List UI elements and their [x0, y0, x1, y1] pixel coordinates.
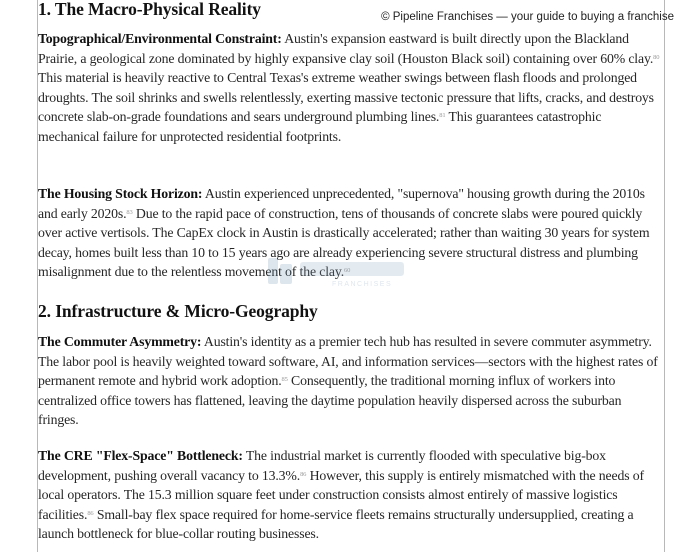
paragraph-text: Consequently, the traditional morning influx of workers into centralized office towers has flattened, leaving the daytime population heavily dispersed across the suburban fringes. [38, 373, 622, 427]
paragraph-lead: The Housing Stock Horizon: [38, 186, 203, 201]
paragraph-text: This material is heavily reactive to Central Texas's extreme weather swings between flash floods and prolonged droughts. The soil shrinks and swells relentlessly, exerting massive tectonic pressure that lifts, cracks, and destroys concrete slab-on-grade foundations and sears underground plumbing lines. [38, 70, 654, 124]
footnote-ref[interactable]: 80 [653, 53, 660, 61]
footnote-ref[interactable]: 86 [300, 470, 307, 478]
paragraph-text: However, this supply is entirely mismatched with the needs of local operators. The 15.3 million square feet under construction consists almost entirely of massive logistics facilities. [38, 467, 644, 522]
page-right-rule [664, 0, 665, 552]
footnote-ref[interactable]: 83 [126, 208, 133, 216]
paragraph-text: Austin's expansion eastward is built directly upon the Blackland Prairie, a geological zone dominated by highly expansive clay soil (Houston Black soil) containing over 60% clay. [38, 31, 654, 66]
paragraph-text: Austin experienced unprecedented, "supernova" housing growth during the 2010s and early 2020s. [38, 186, 645, 221]
paragraph-text: The industrial market is currently flooded with speculative big-box development, pushing overall vacancy to 13.3%. [38, 448, 606, 483]
paragraph-flex-space [38, 446, 664, 544]
footnote-ref[interactable]: 86 [87, 509, 94, 517]
paragraph-lead: The CRE "Flex-Space" Bottleneck: [38, 448, 243, 463]
footnote-ref[interactable]: 85 [281, 376, 288, 383]
paragraph-lead: The Commuter Asymmetry: [38, 334, 202, 349]
paragraph-lead: Topographical/Environmental Constraint: [38, 31, 282, 46]
footnote-ref[interactable]: 60 [344, 267, 351, 274]
paragraph-text: Due to the rapid pace of construction, tens of thousands of concrete slabs were poured quickly over active vertisols. The CapEx clock in Austin is drastically accelerated; rather than waiting 30 years for system decay, homes built less than 10 to 15 years ago are already experiencing severe structural distress and plumbing misalignment due to the relentless movement of the clay. [38, 205, 650, 279]
paragraph-text: This guarantees catastrophic mechanical failure for unprotected residential footprints. [38, 109, 602, 144]
footnote-ref[interactable]: 81 [439, 112, 446, 119]
paragraph-topographical-constraint [38, 29, 664, 146]
watermark-caption: © Pipeline Franchises — your guide to buying a franchise [381, 11, 674, 23]
section-heading: 1. The Macro-Physical Reality [38, 0, 261, 19]
logo-subtext: FRANCHISES [332, 281, 393, 288]
paragraph-housing-stock [38, 184, 664, 282]
paragraph-text: Small-bay flex space required for home-service fleets remains structurally undersupplied, creating a launch bottleneck for blue-collar routing businesses. [38, 506, 634, 541]
paragraph-text: Austin's identity as a premier tech hub has resulted in severe commuter asymmetry. The labor pool is heavily weighted toward software, AI, and information services—sectors with the highest rates of permanent remote and hybrid work adoption. [38, 334, 658, 388]
paragraph-commuter-asymmetry [38, 332, 664, 430]
section-heading: 2. Infrastructure & Micro-Geography [38, 301, 318, 321]
